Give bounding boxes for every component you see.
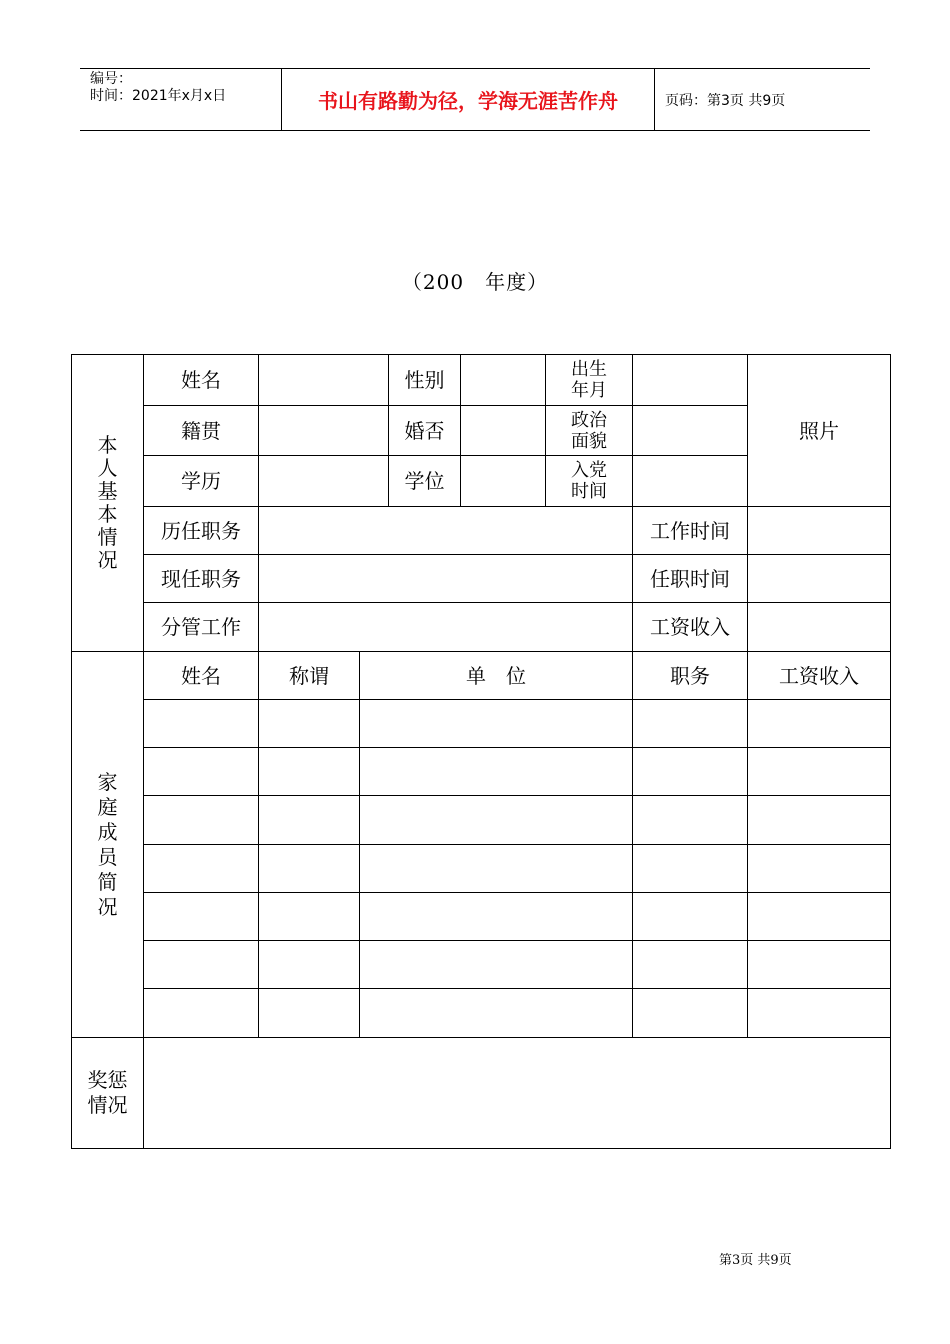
table-line <box>143 699 891 700</box>
family-header-relation: 称谓 <box>289 663 329 688</box>
family-header-name: 姓名 <box>181 663 221 688</box>
header-page-cell <box>655 69 870 130</box>
table-line <box>747 651 748 1037</box>
label-work-time: 工作时间 <box>650 518 730 543</box>
table-line <box>143 795 891 796</box>
personal-info-form <box>71 354 891 1149</box>
label-name: 姓名 <box>181 368 221 392</box>
label-responsibilities: 分管工作 <box>161 615 241 639</box>
field-education[interactable] <box>259 456 388 506</box>
section-personal-label <box>72 355 143 651</box>
table-line <box>143 892 891 893</box>
label-salary: 工资收入 <box>650 615 730 639</box>
table-line <box>143 844 891 845</box>
family-header-employer: 单 位 <box>466 663 526 688</box>
label-native-place: 籍贯 <box>181 418 221 443</box>
table-line <box>890 354 891 1149</box>
label-education: 学历 <box>181 469 221 493</box>
photo-box[interactable]: 照片 <box>799 418 839 443</box>
label-party-join-text: 入党时间 <box>571 460 607 502</box>
table-line <box>258 651 259 1037</box>
field-degree[interactable] <box>461 456 545 506</box>
table-line <box>143 940 891 941</box>
label-political <box>546 406 632 455</box>
table-line <box>359 651 360 1037</box>
field-name[interactable] <box>259 355 388 405</box>
field-salary[interactable] <box>748 603 890 651</box>
section-rewards-text: 奖惩情况 <box>87 1068 128 1117</box>
field-gender[interactable] <box>461 355 545 405</box>
document-header <box>80 68 870 131</box>
family-header-salary: 工资收入 <box>779 663 859 688</box>
section-personal-text: 本人基本情况 <box>97 433 118 572</box>
label-marital: 婚否 <box>404 418 445 443</box>
table-line <box>143 747 891 748</box>
field-marital[interactable] <box>461 406 545 455</box>
label-party-join <box>546 456 632 506</box>
table-line <box>71 1148 891 1149</box>
field-responsibilities[interactable] <box>259 603 632 651</box>
label-appointment-time: 任职时间 <box>650 566 730 591</box>
header-left-cell <box>80 69 282 130</box>
motto-text: 书山有路勤为径，学海无涯苦作舟 <box>318 89 618 113</box>
field-political[interactable] <box>633 406 747 455</box>
field-work-time[interactable] <box>748 507 890 554</box>
label-political-text: 政治面貌 <box>571 409 607 452</box>
table-line <box>632 651 633 1037</box>
label-gender: 性别 <box>404 368 445 392</box>
field-appointment-time[interactable] <box>748 555 890 602</box>
date-line: 时间：2021年x月x日 <box>90 88 227 104</box>
label-past-positions: 历任职务 <box>161 518 241 543</box>
section-family-label <box>72 652 143 1037</box>
page-info: 页码：第3页 共9页 <box>665 92 786 109</box>
label-birth <box>546 355 632 405</box>
field-current-position[interactable] <box>259 555 632 602</box>
label-current-position: 现任职务 <box>161 566 241 591</box>
field-native-place[interactable] <box>259 406 388 455</box>
label-birth-text: 出生年月 <box>571 359 607 401</box>
header-motto-cell <box>282 69 655 130</box>
field-rewards[interactable] <box>144 1038 890 1148</box>
field-party-join[interactable] <box>633 456 747 506</box>
section-rewards-label <box>72 1038 143 1148</box>
serial-number-label: 编号： <box>90 71 132 87</box>
field-past-positions[interactable] <box>259 507 632 554</box>
year-title: （200 年度） <box>401 270 549 294</box>
family-header-position: 职务 <box>670 663 710 688</box>
section-family-text: 家庭成员简况 <box>97 769 118 919</box>
page-footer: 第3页 共9页 <box>719 1253 792 1268</box>
label-degree: 学位 <box>404 469 445 493</box>
table-line <box>143 988 891 989</box>
field-birth[interactable] <box>633 355 747 405</box>
